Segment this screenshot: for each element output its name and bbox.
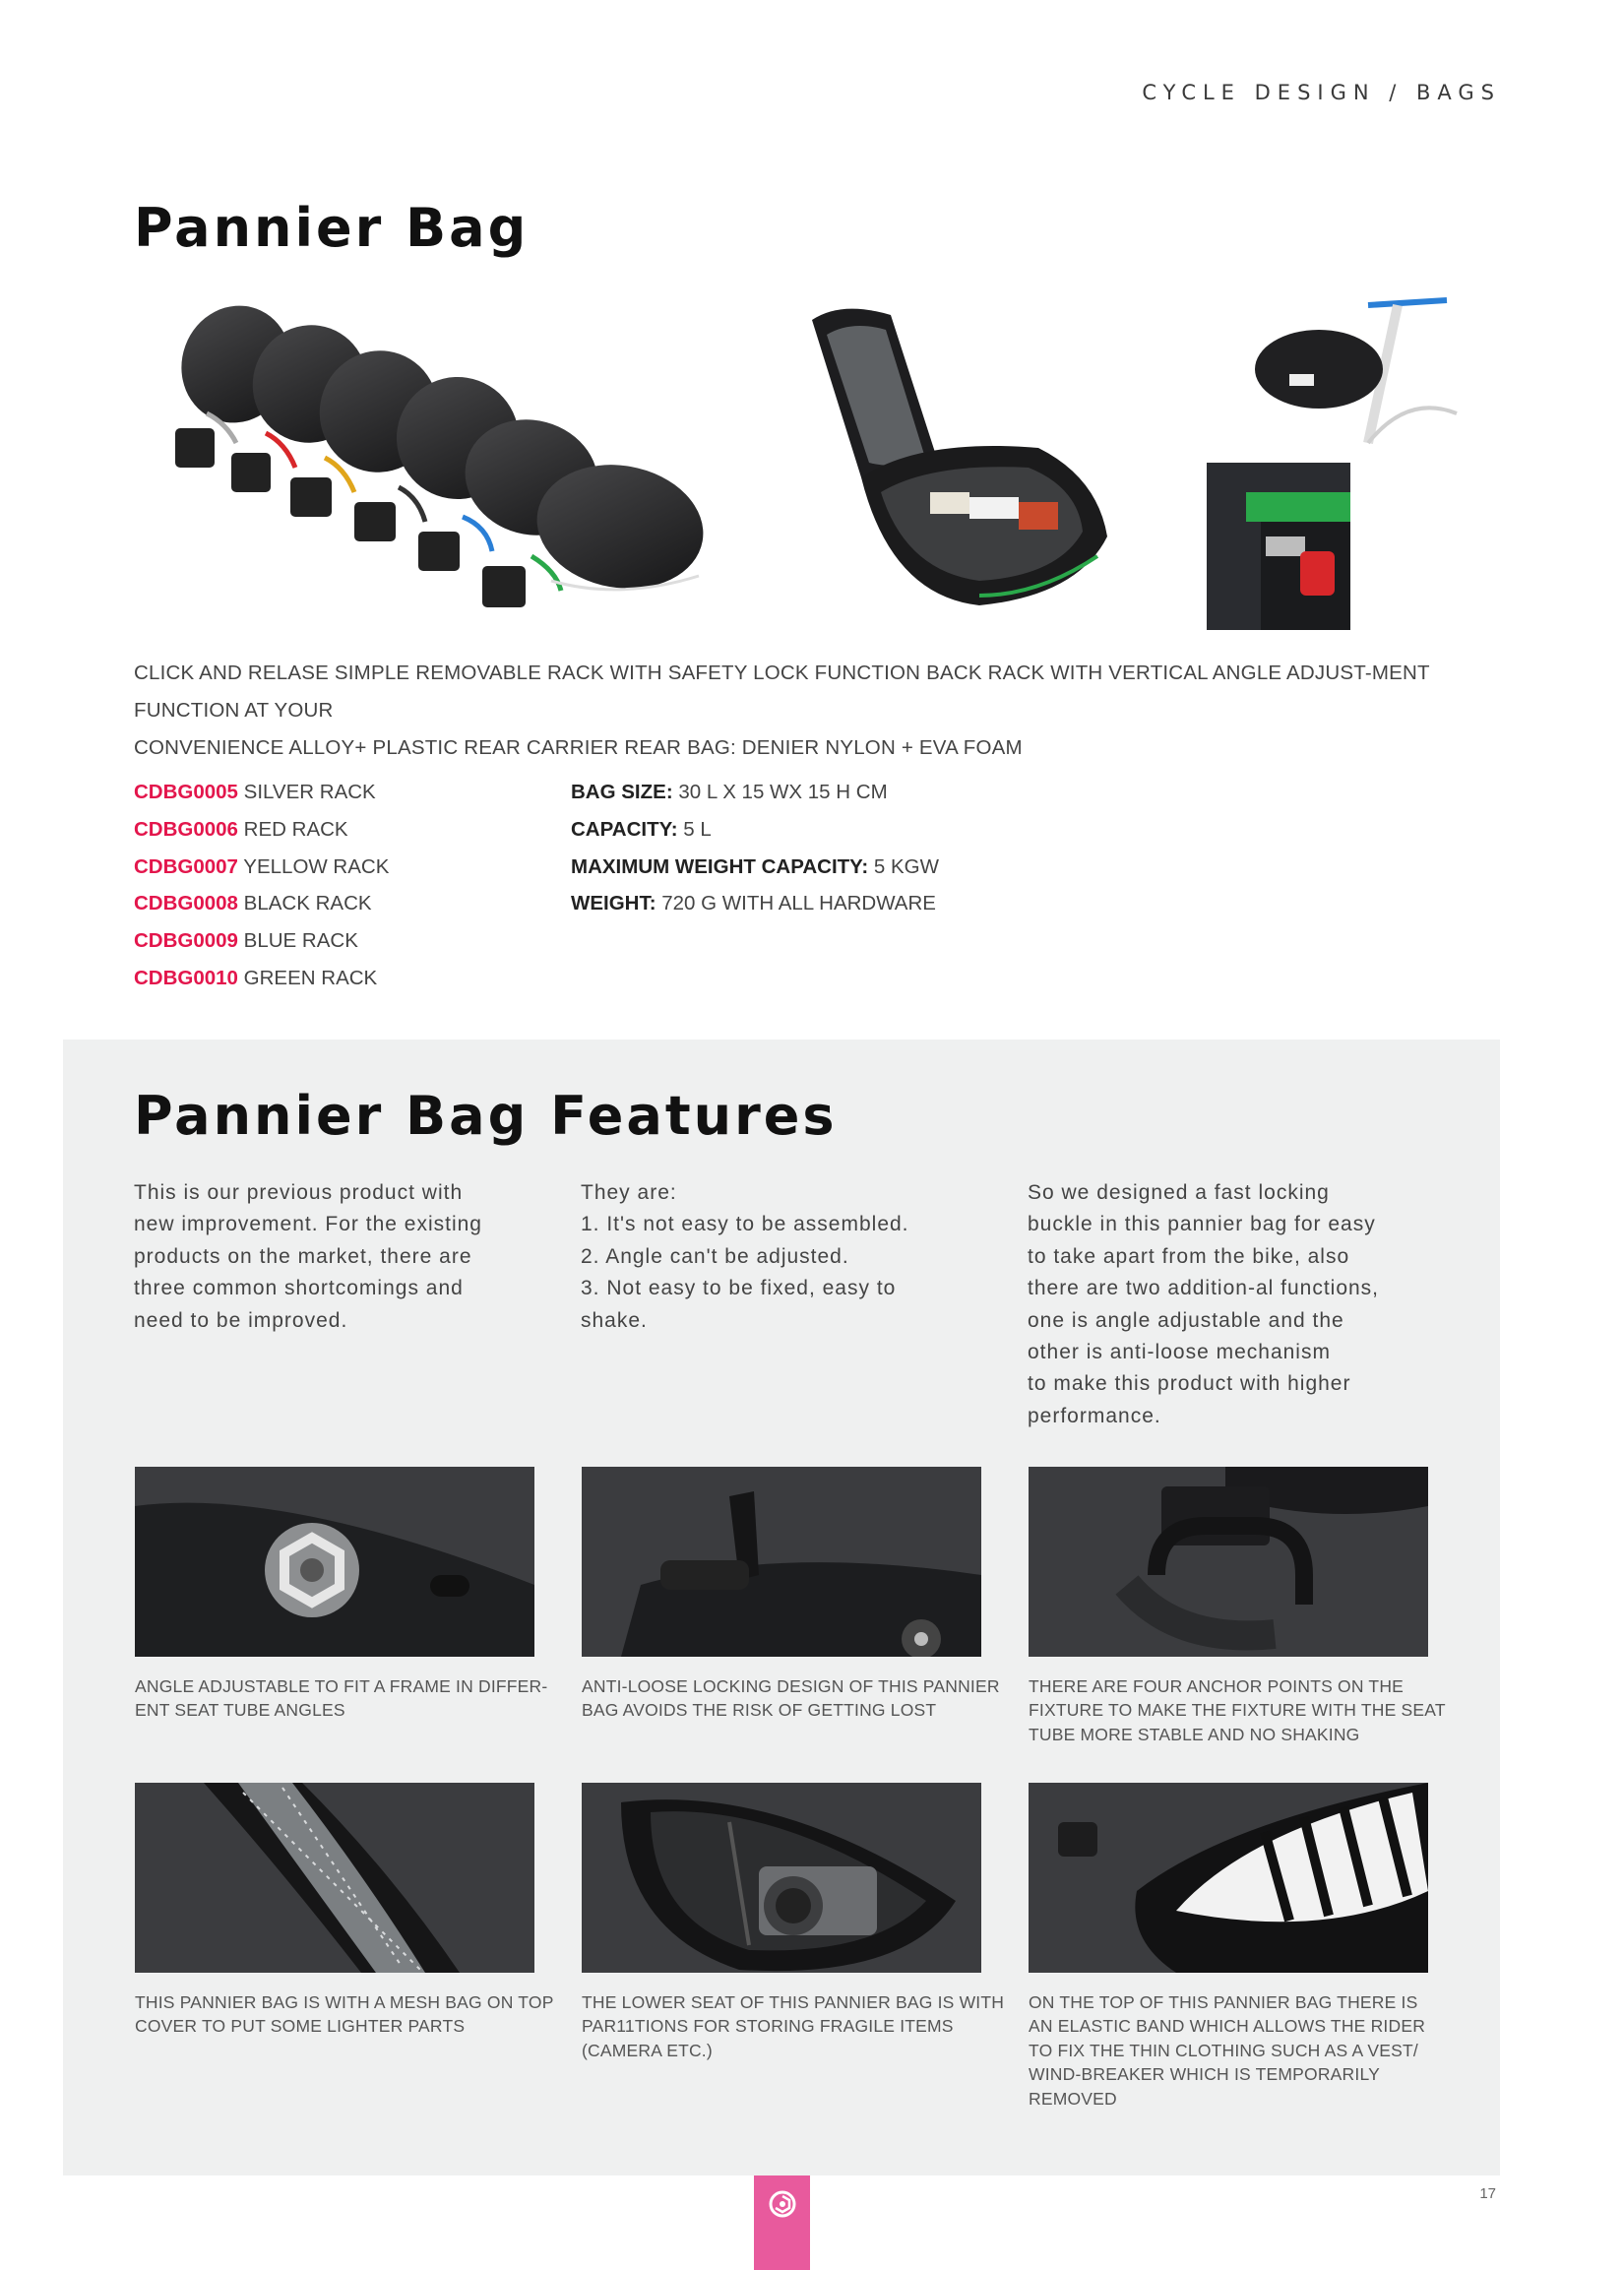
variant-item	[134, 960, 389, 997]
caption-line: THERE ARE FOUR ANCHOR POINTS ON THE	[1029, 1676, 1405, 1696]
solution-line: So we designed a fast locking	[1028, 1181, 1330, 1204]
mounted-bag-photo	[1250, 295, 1462, 448]
spec-value: 720 G WITH ALL HARDWARE	[661, 892, 936, 915]
description-line: CLICK AND RELASE SIMPLE REMOVABLE RACK WITH SAFETY LOCK FUNCTION BACK RACK WITH VERTICAL ANGLE ADJUST-MENT FUNCTION AT YOUR	[134, 662, 1430, 722]
caption-line: ANGLE ADJUSTABLE TO FIT A FRAME IN DIFFER-	[135, 1676, 548, 1696]
mounted-bag-illustration	[1250, 295, 1462, 448]
variant-item	[134, 849, 389, 886]
intro-line: need to be improved.	[134, 1308, 348, 1332]
solution-line: to take apart from the bike, also	[1028, 1244, 1350, 1268]
anti-loose-lock-photo	[582, 1467, 981, 1657]
caption-line: TO FIX THE THIN CLOTHING SUCH AS A VEST/	[1029, 2040, 1418, 2060]
shortcoming-line: 1. It's not easy to be assembled.	[581, 1213, 909, 1236]
brand-tab	[754, 2175, 810, 2270]
features-intro-column	[134, 1177, 537, 1337]
spec-item	[571, 774, 939, 811]
solution-line: to make this product with higher	[1028, 1372, 1351, 1396]
features-solution-column	[1028, 1177, 1431, 1432]
bag-lineup-photo	[167, 295, 743, 625]
variant-item	[134, 922, 389, 960]
description-line: CONVENIENCE ALLOY+ PLASTIC REAR CARRIER REAR BAG: DENIER NYLON + EVA FOAM	[134, 736, 1023, 759]
bag-lineup-illustration	[167, 295, 743, 625]
shortcoming-line: 3. Not easy to be fixed, easy to	[581, 1277, 897, 1300]
spec-label: WEIGHT:	[571, 892, 656, 915]
open-bag-photo	[782, 300, 1127, 625]
caption-line: PAR11TIONS FOR STORING FRAGILE ITEMS	[582, 2016, 954, 2037]
solution-line: there are two addition-al functions,	[1028, 1277, 1380, 1300]
spec-list	[571, 774, 939, 922]
caption-line: ON THE TOP OF THIS PANNIER BAG THERE IS	[1029, 1992, 1418, 2012]
variant-name: BLUE RACK	[243, 929, 358, 953]
mesh-bag-photo	[135, 1783, 534, 1973]
camera-partition-photo	[582, 1783, 981, 1973]
variant-name: GREEN RACK	[243, 966, 378, 989]
feature-caption	[135, 1674, 548, 1723]
elastic-band-photo	[1029, 1783, 1428, 1973]
spec-label: MAXIMUM WEIGHT CAPACITY:	[571, 854, 869, 878]
caption-line: THIS PANNIER BAG IS WITH A MESH BAG ON TOP	[135, 1992, 554, 2012]
spec-item	[571, 811, 939, 849]
spec-item	[571, 849, 939, 886]
caption-line: COVER TO PUT SOME LIGHTER PARTS	[135, 2016, 466, 2037]
caption-line: WIND-BREAKER WHICH IS TEMPORARILY	[1029, 2064, 1380, 2085]
solution-line: other is anti-loose mechanism	[1028, 1341, 1331, 1364]
variant-code: CDBG0007	[134, 854, 238, 878]
solution-line: buckle in this pannier bag for easy	[1028, 1213, 1376, 1236]
reflector-detail-illustration	[1207, 463, 1350, 630]
caption-line: THE LOWER SEAT OF THIS PANNIER BAG IS WITH	[582, 1992, 1005, 2012]
features-panel	[63, 1040, 1500, 2175]
feature-caption	[1029, 1674, 1446, 1746]
caption-line: ANTI-LOOSE LOCKING DESIGN OF THIS PANNIER	[582, 1676, 1000, 1696]
solution-line: performance.	[1028, 1404, 1161, 1427]
caption-line: ENT SEAT TUBE ANGLES	[135, 1700, 345, 1721]
angle-adjust-photo	[135, 1467, 534, 1657]
features-title: Pannier Bag Features	[134, 1085, 838, 1147]
caption-line: BAG AVOIDS THE RISK OF GETTING LOST	[582, 1700, 937, 1721]
variant-code: CDBG0010	[134, 966, 238, 989]
spec-item	[571, 885, 939, 922]
page-number: 17	[1479, 2185, 1496, 2202]
variant-item	[134, 774, 389, 811]
intro-line: This is our previous product with	[134, 1181, 464, 1204]
caption-line: AN ELASTIC BAND WHICH ALLOWS THE RIDER	[1029, 2016, 1426, 2037]
spec-value: 5 L	[683, 817, 712, 841]
variant-list	[134, 774, 389, 997]
variant-item	[134, 811, 389, 849]
feature-caption	[135, 1990, 554, 2039]
variant-name: RED RACK	[243, 817, 348, 841]
feature-caption	[582, 1674, 1000, 1723]
variant-name: BLACK RACK	[243, 892, 372, 915]
shortcoming-line: They are:	[581, 1181, 677, 1204]
product-description	[134, 655, 1502, 767]
intro-line: products on the market, there are	[134, 1244, 472, 1268]
intro-line: three common shortcomings and	[134, 1277, 464, 1300]
shortcoming-line: 2. Angle can't be adjusted.	[581, 1244, 849, 1268]
variant-name: SILVER RACK	[243, 781, 376, 803]
open-bag-illustration	[782, 300, 1127, 625]
intro-line: new improvement. For the existing	[134, 1213, 482, 1236]
variant-code: CDBG0005	[134, 781, 238, 803]
caption-line: REMOVED	[1029, 2088, 1117, 2109]
feature-caption	[1029, 1990, 1432, 2111]
shortcoming-line: shake.	[581, 1308, 648, 1332]
spec-value: 30 L X 15 WX 15 H CM	[678, 781, 888, 803]
spec-label: CAPACITY:	[571, 817, 678, 841]
anchor-points-photo	[1029, 1467, 1428, 1657]
caption-line: FIXTURE TO MAKE THE FIXTURE WITH THE SEAT	[1029, 1700, 1446, 1721]
solution-line: one is angle adjustable and the	[1028, 1308, 1344, 1332]
page-title: Pannier Bag	[134, 197, 530, 259]
variant-item	[134, 885, 389, 922]
spec-value: 5 KGW	[873, 854, 939, 878]
caption-line: TUBE MORE STABLE AND NO SHAKING	[1029, 1724, 1360, 1744]
caption-line: (CAMERA ETC.)	[582, 2040, 713, 2060]
variant-name: YELLOW RACK	[243, 854, 390, 878]
variant-code: CDBG0006	[134, 817, 238, 841]
variant-code: CDBG0009	[134, 929, 238, 953]
feature-caption	[582, 1990, 1005, 2062]
section-header: CYCLE DESIGN / BAGS	[1142, 81, 1501, 104]
reflector-detail-photo	[1207, 463, 1350, 630]
brand-logo-icon	[768, 2189, 797, 2219]
features-shortcomings-column	[581, 1177, 984, 1337]
variant-code: CDBG0008	[134, 892, 238, 915]
spec-label: BAG SIZE:	[571, 781, 673, 803]
